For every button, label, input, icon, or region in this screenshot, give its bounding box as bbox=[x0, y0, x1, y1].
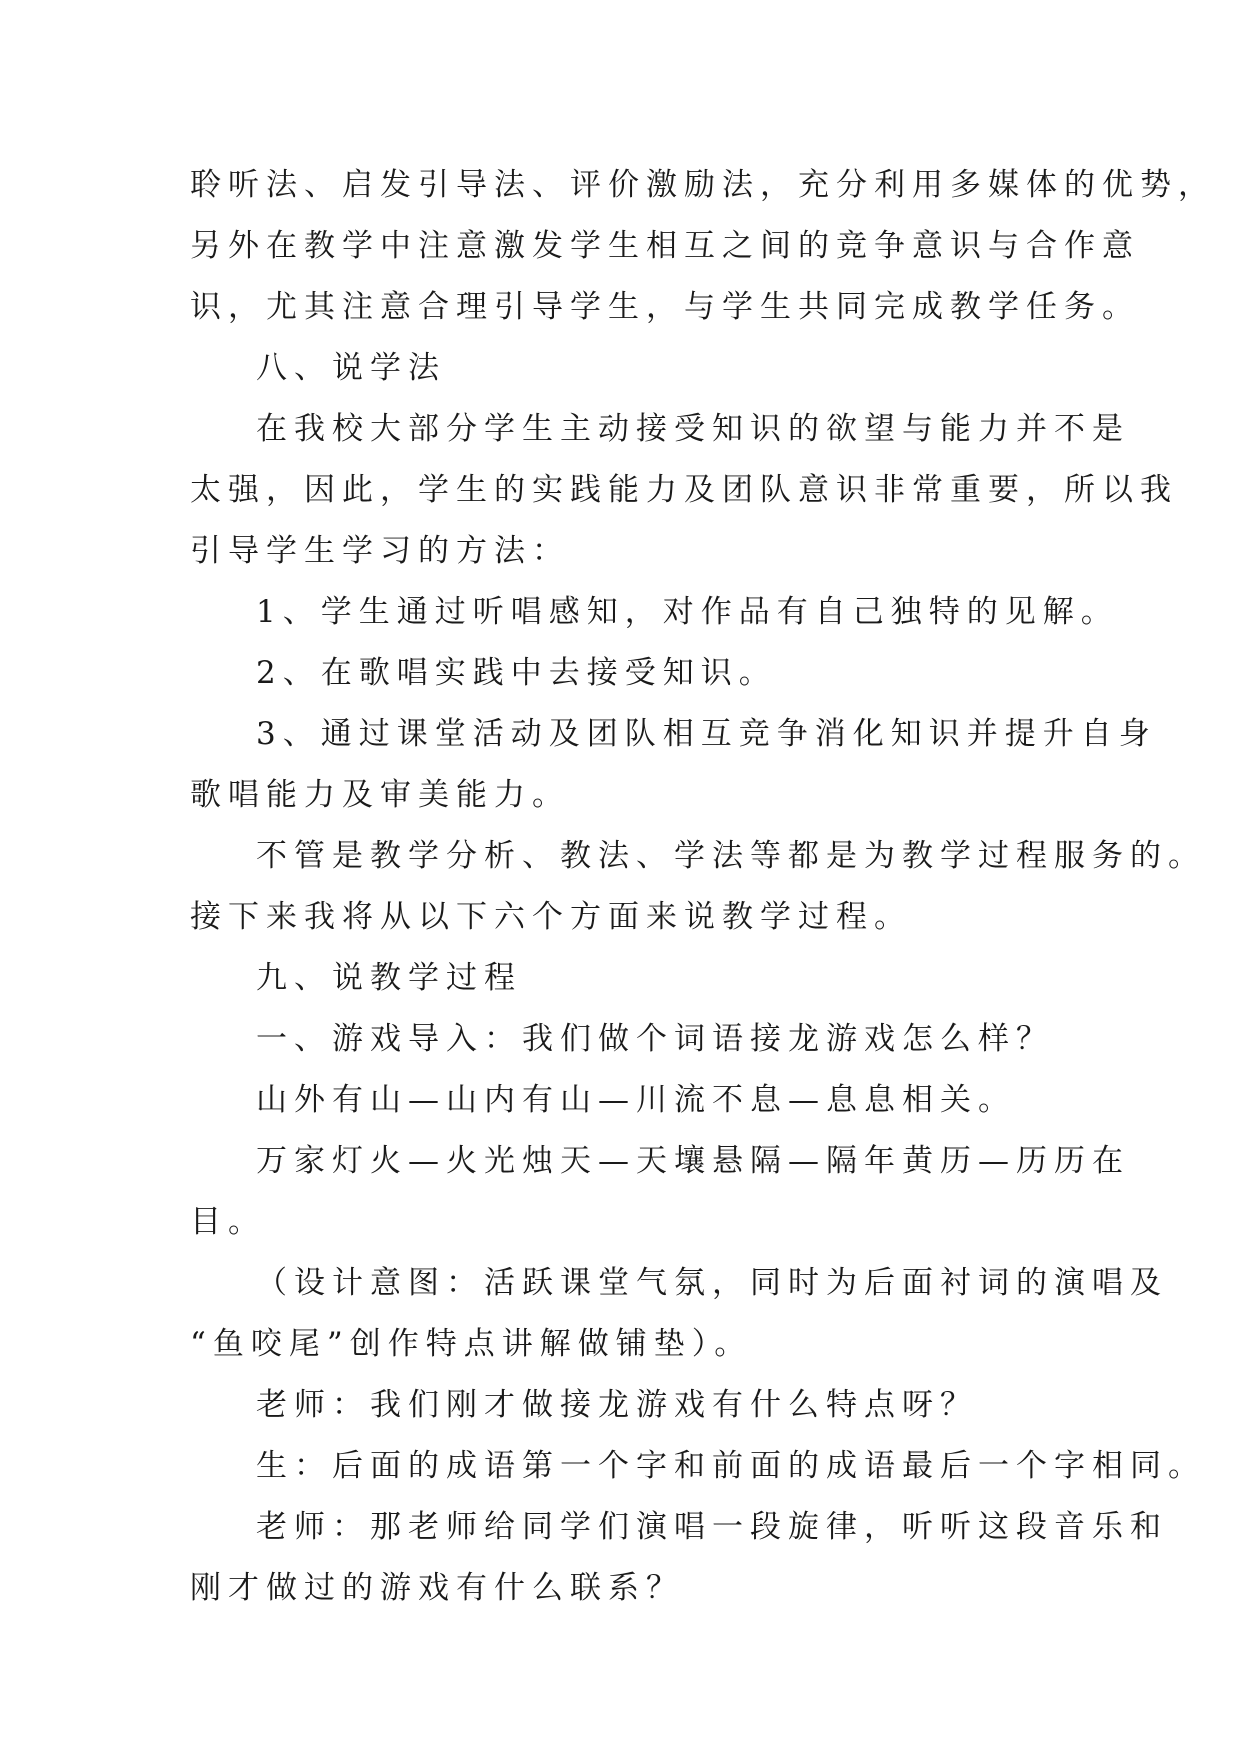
text-line: 山外有山—山内有山—川流不息—息息相关。 bbox=[256, 1082, 1016, 1118]
section-heading-teaching-process: 九、说教学过程 bbox=[256, 960, 522, 996]
dialogue-line: 老师：那老师给同学们演唱一段旋律，听听这段音乐和 bbox=[256, 1509, 1168, 1545]
dialogue-line: 生：后面的成语第一个字和前面的成语最后一个字相同。 bbox=[256, 1448, 1206, 1484]
text-line: （设计意图：活跃课堂气氛，同时为后面衬词的演唱及 bbox=[256, 1265, 1168, 1301]
text-line: 在我校大部分学生主动接受知识的欲望与能力并不是 bbox=[256, 411, 1130, 447]
text-line: 目。 bbox=[190, 1204, 266, 1240]
dialogue-line: 老师：我们刚才做接龙游戏有什么特点呀？ bbox=[256, 1387, 978, 1423]
list-item: 3、通过课堂活动及团队相互竞争消化知识并提升自身 bbox=[256, 716, 1157, 752]
subsection-heading-game-intro: 一、游戏导入：我们做个词语接龙游戏怎么样？ bbox=[256, 1021, 1054, 1057]
text-line: 接下来我将从以下六个方面来说教学过程。 bbox=[190, 899, 912, 935]
text-line: 不管是教学分析、教法、学法等都是为教学过程服务的。 bbox=[256, 838, 1206, 874]
document-body bbox=[190, 155, 1216, 1619]
list-item: 2、在歌唱实践中去接受知识。 bbox=[256, 655, 777, 691]
text-line: 识，尤其注意合理引导学生，与学生共同完成教学任务。 bbox=[190, 289, 1140, 325]
text-line: 引导学生学习的方法： bbox=[190, 533, 570, 569]
text-line: 聆听法、启发引导法、评价激励法，充分利用多媒体的优势， bbox=[190, 167, 1216, 203]
text-line: “鱼咬尾”创作特点讲解做铺垫）。 bbox=[190, 1326, 753, 1362]
section-heading-study-method: 八、说学法 bbox=[256, 350, 446, 386]
list-item: 1、学生通过听唱感知，对作品有自己独特的见解。 bbox=[256, 594, 1119, 630]
text-line: 刚才做过的游戏有什么联系？ bbox=[190, 1570, 684, 1606]
text-line: 太强，因此，学生的实践能力及团队意识非常重要，所以我 bbox=[190, 472, 1178, 508]
text-line: 歌唱能力及审美能力。 bbox=[190, 777, 570, 813]
text-line: 万家灯火—火光烛天—天壤悬隔—隔年黄历—历历在 bbox=[256, 1143, 1130, 1179]
text-line: 另外在教学中注意激发学生相互之间的竞争意识与合作意 bbox=[190, 228, 1140, 264]
